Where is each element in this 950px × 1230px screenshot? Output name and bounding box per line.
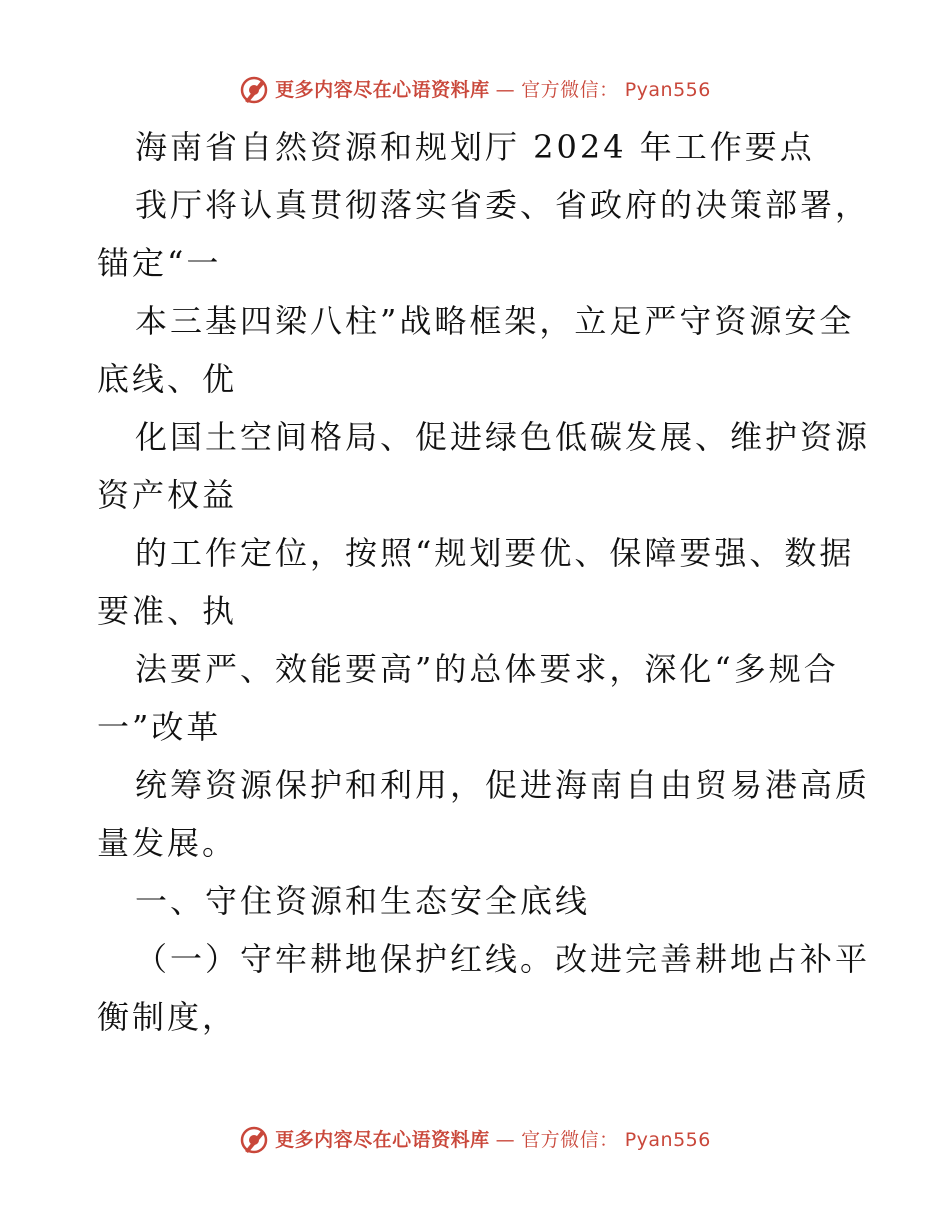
paragraph-line: 衡制度， (97, 998, 238, 1036)
watermark-separator: — (495, 78, 516, 101)
watermark-wechat-label: 官方微信： (521, 78, 619, 101)
watermark-main-text: 更多内容尽在心语资料库 (275, 1128, 490, 1151)
paragraph-line: 的工作定位，按照“规划要优、保障要强、数据 (135, 534, 855, 572)
paragraph-line: 本三基四梁八柱”战略框架，立足严守资源安全 (135, 302, 855, 340)
paragraph-line: 我厅将认真贯彻落实省委、省政府的决策部署， (135, 186, 871, 224)
watermark-main-text: 更多内容尽在心语资料库 (275, 78, 490, 101)
paragraph-line: 要准、执 (97, 592, 238, 630)
footer-watermark (0, 1120, 950, 1160)
watermark-wechat-id: Pyan556 (624, 1128, 711, 1151)
paragraph-line: 资产权益 (97, 476, 238, 514)
paragraph-line: 量发展。 (97, 824, 238, 862)
watermark-wechat-label: 官方微信： (521, 1128, 619, 1151)
paragraph-line: 锚定“一 (97, 244, 222, 282)
paragraph-line: 化国土空间格局、促进绿色低碳发展、维护资源 (135, 418, 871, 456)
red-quill-seal-icon (239, 75, 269, 105)
paragraph-line: 统筹资源保护和利用，促进海南自由贸易港高质 (135, 766, 871, 804)
paragraph-line: 一”改革 (97, 708, 222, 746)
document-body (97, 118, 871, 1046)
paragraph-line: 底线、优 (97, 360, 238, 398)
paragraph-line: 法要严、效能要高”的总体要求，深化“多规合 (135, 650, 839, 688)
watermark-separator: — (495, 1128, 516, 1151)
header-watermark (0, 70, 950, 110)
red-quill-seal-icon (239, 1125, 269, 1155)
section-heading: 一、守住资源和生态安全底线 (135, 882, 591, 920)
document-title: 海南省自然资源和规划厅 2024 年工作要点 (135, 128, 815, 166)
watermark-wechat-id: Pyan556 (624, 78, 711, 101)
paragraph-line: （一）守牢耕地保护红线。改进完善耕地占补平 (135, 940, 871, 978)
